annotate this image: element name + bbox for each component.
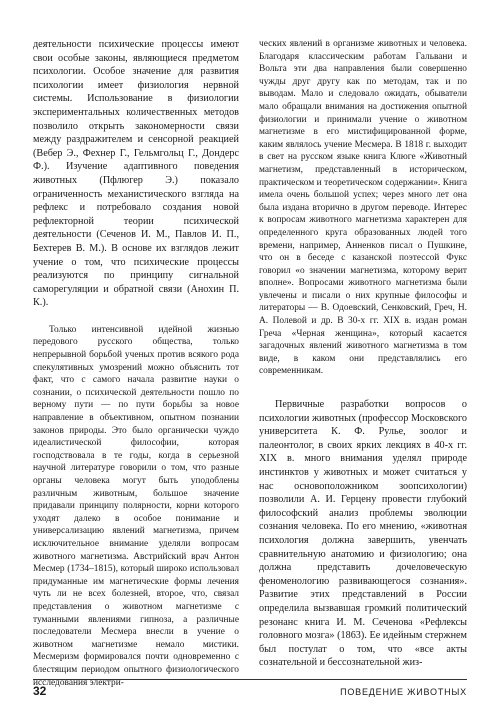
running-head: ПОВЕДЕНИЕ ЖИВОТНЫХ [340, 687, 467, 697]
left-paragraph-1: деятельности психические процессы имеют свои особые законы, являющиеся предметом психологии. Особое значение для развития психологии имеет физиология нервной системы. Использование в физиологии экспериментальных количественных методов позволило открыть закономерности связи между раздражителем и сенсорной реакцией (Вебер Э., Фехнер Г., Гельмгольц Г., Дондерс Ф.). Изучение адаптивного поведения животных (Пфлюгер Э.) показало ограниченность механистического взгляда на рефлекс и потребовало создания новой рефлекторной теории психической деятельности (Сеченов И. М., Павлов И. П., Бехтерев В. М.). В основе их взглядов лежит учение о том, что психические процессы реализуются по принципу сигнальной саморегуляции и обратной связи (Анохин П. К.). [33, 39, 239, 309]
left-column [33, 38, 239, 689]
left-paragraph-2: Только интенсивной идейной жизнью передового русского общества, только непрерывной борьбой ученых против всякого рода спекулятивных умозрений можно объяснить тот факт, что с самого начала развитие науки о сознании, о психической деятельности пошло по верному пути — по пути борьбы за новое направление в объективном, опытном познании законов природы. Это было органически чуждо идеалистической философии, которая господствовала в те годы, когда в серьезной научной литературе говорили о том, что разные органы человека могут быть уподоблены различным животным, большое значение придавали принципу полярности, корни которого уходят далеко в особое понимание и универсализацию явлений магнетизма, причем исключительное внимание уделяли вопросам животного магнетизма. Австрийский врач Антон Месмер (1734–1815), который широко использовал придуманные им магнетические формы лечения чуть ли не всех болезней, второе, что, связал представления о животном магнетизме с туманными явлениями гипноза, а различные последователи Месмера внесли в учение о животном магнетизме немало мистики. Месмеризм формировался почти одновременно с блестящим периодом опытного физиологического исследования электри- [33, 324, 239, 688]
right-paragraph-1: ческих явлений в организме животных и человека. Благодаря классическим работам Гальвани и Вольта эти два направления были совершенно чужды друг другу как по методам, так и по выводам. Мало и следовало ожидать, обыватели мало обращали внимания на достижения опытной физиологии и принимали учение о животном магнетизме в его мистифицированной форме, каким являлось учение Месмера. В 1818 г. выходит в свет на русском языке книга Клюге «Животный магнетизм, представленный в историческом, практическом и теоретическом содержании». Книга имела очень большой успех; через много лет она была издана вторично в другом переводе. Интерес к вопросам животного магнетизма характерен для определенного круга образованных людей того времени, например, Анненков писал о Пушкине, что он в беседе с казанской поэтессой Фукс говорил «о значении магнетизма, которому верит вполне». Вопросами животного магнетизма были увлечены и писали о них крупные философы и литераторы — В. Одоевский, Сенковский, Греч, Н. А. Полевой и др. В 30-х гг. XIX в. издан роман Греча «Черная женщина», который касается загадочных явлений животного магнетизма в том виде, в каком они представлялись его современникам. [259, 39, 467, 377]
right-paragraph-2: Первичные разработки вопросов о психологии животных (профессор Московского университета К. Ф. Рулье, зоолог и палеонтолог, в своих ярких лекциях в 40-х гг. XIX в. много внимания уделял природе инстинктов у животных и может считаться у нас основоположником зоопсихологии) позволили А. И. Герцену провести глубокий философский анализ проблемы эволюции сознания человека. По его мнению, «животная психология должна завершить, увенчать сравнительную анатомию и физиологию; она должна представить дочеловеческую феноменологию развивающегося сознания». Развитие этих представлений в России определила вызвавшая громкий политический резонанс книга И. М. Сеченова «Рефлексы головного мозга» (1863). Ее идейным стержнем был постулат о том, что «все акты сознательной и бессознательной жиз- [259, 399, 467, 669]
page-number: 32 [33, 684, 47, 698]
footer-rule [33, 679, 467, 680]
right-column [259, 38, 467, 670]
